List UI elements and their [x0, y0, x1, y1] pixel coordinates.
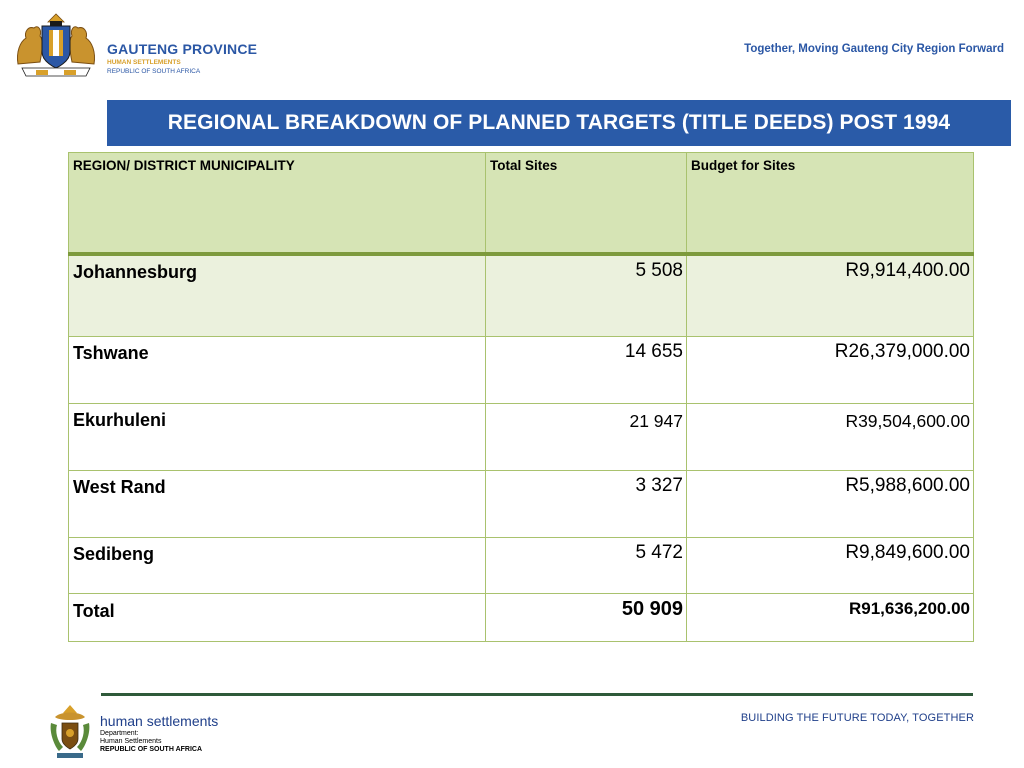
region-cell: Tshwane: [69, 337, 486, 404]
sites-cell: 5 472: [486, 538, 687, 594]
title-banner: [107, 100, 1011, 146]
region-cell: Ekurhuleni: [69, 404, 486, 471]
page-title: REGIONAL BREAKDOWN OF PLANNED TARGETS (TITLE DEEDS) POST 1994: [167, 111, 951, 134]
footer-department-line1: Department:: [100, 730, 139, 737]
province-department: HUMAN SETTLEMENTS: [107, 59, 181, 66]
column-header-budget: Budget for Sites: [687, 153, 974, 254]
total-label-cell: Total: [69, 594, 486, 642]
header-tagline: Together, Moving Gauteng City Region Forward: [744, 43, 1004, 55]
budget-cell: R26,379,000.00: [687, 337, 974, 404]
footer-tagline: BUILDING THE FUTURE TODAY, TOGETHER: [740, 712, 974, 724]
footer-divider: [101, 693, 973, 696]
sites-cell: 21 947: [486, 404, 687, 471]
table-row: [69, 471, 974, 538]
targets-table: [68, 152, 974, 642]
footer-department-name: human settlements: [100, 713, 219, 729]
province-branding: [107, 41, 257, 76]
budget-cell: R9,914,400.00: [687, 254, 974, 337]
province-country: REPUBLIC OF SOUTH AFRICA: [107, 68, 201, 75]
province-name: GAUTENG PROVINCE: [107, 41, 258, 57]
sites-cell: 14 655: [486, 337, 687, 404]
region-cell: West Rand: [69, 471, 486, 538]
table-row: [69, 254, 974, 337]
budget-cell: R9,849,600.00: [687, 538, 974, 594]
table-row: [69, 404, 974, 471]
footer-department-line3: REPUBLIC OF SOUTH AFRICA: [100, 746, 203, 753]
gauteng-coat-of-arms-icon: [12, 12, 100, 78]
column-header-region: REGION/ DISTRICT MUNICIPALITY: [69, 153, 486, 254]
total-sites-cell: 50 909: [486, 594, 687, 642]
footer-department-branding: [100, 712, 218, 754]
footer-department-line2: Human Settlements: [100, 738, 162, 745]
table-header-row: [69, 153, 974, 254]
column-header-total-sites: Total Sites: [486, 153, 687, 254]
table-row: [69, 538, 974, 594]
region-cell: Johannesburg: [69, 254, 486, 337]
region-cell: Sedibeng: [69, 538, 486, 594]
national-coat-of-arms-icon: [47, 703, 93, 761]
table-total-row: [69, 594, 974, 642]
budget-cell: R5,988,600.00: [687, 471, 974, 538]
total-budget-cell: R91,636,200.00: [687, 594, 974, 642]
budget-cell: R39,504,600.00: [687, 404, 974, 471]
sites-cell: 5 508: [486, 254, 687, 337]
table-row: [69, 337, 974, 404]
sites-cell: 3 327: [486, 471, 687, 538]
